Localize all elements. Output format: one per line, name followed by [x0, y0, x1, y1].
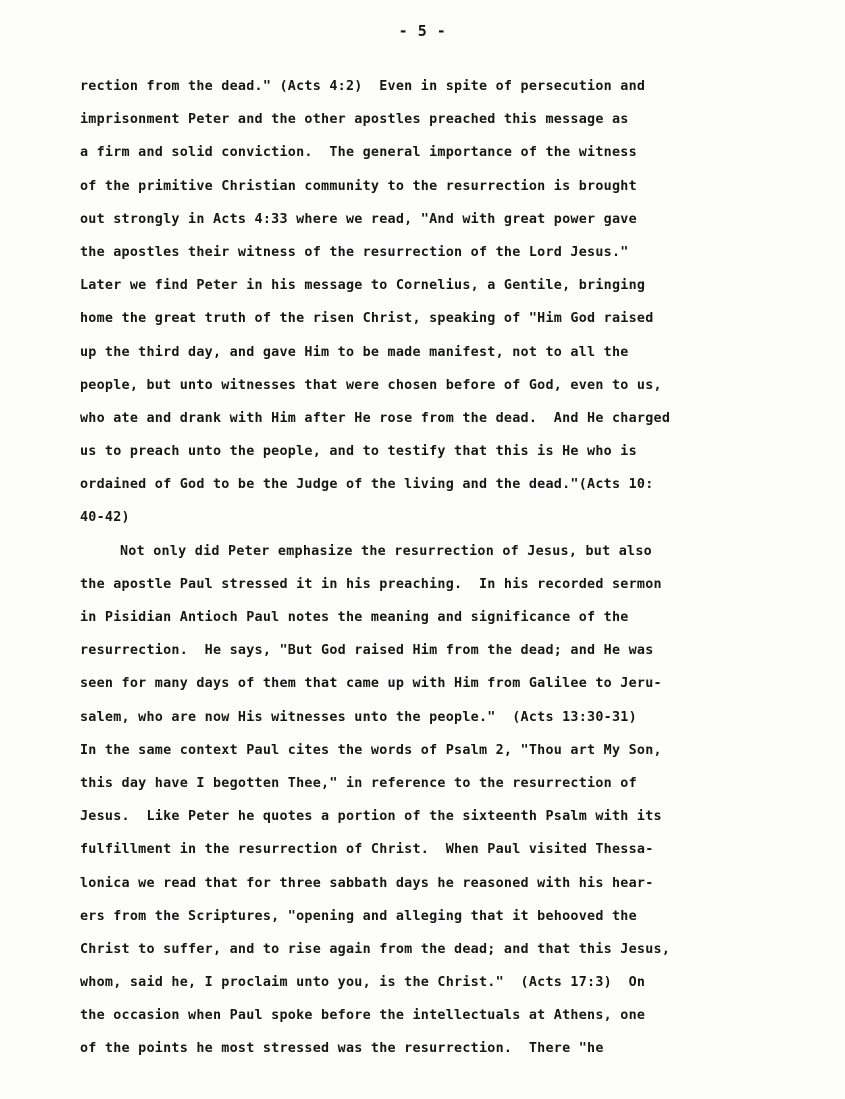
text-line: of the primitive Christian community to the resurrection is brought — [80, 178, 637, 194]
text-line: out strongly in Acts 4:33 where we read, "And with great power gave — [80, 211, 637, 227]
text-line: seen for many days of them that came up with Him from Galilee to Jeru- — [80, 676, 662, 692]
page-number: - 5 - — [398, 22, 447, 40]
text-line: people, but unto witnesses that were chosen before of God, even to us, — [80, 377, 662, 393]
text-line: Jesus. Like Peter he quotes a portion of the sixteenth Psalm with its — [80, 809, 662, 825]
text-line: resurrection. He says, "But God raised Him from the dead; and He was — [80, 643, 654, 659]
text-line: the apostle Paul stressed it in his preaching. In his recorded sermon — [80, 576, 662, 592]
text-line: in Pisidian Antioch Paul notes the meaning and significance of the — [80, 610, 629, 625]
text-line: home the great truth of the risen Christ, speaking of "Him God raised — [80, 311, 654, 327]
text-line: salem, who are now His witnesses unto the people." (Acts 13:30-31) — [80, 709, 637, 725]
text-line: a firm and solid conviction. The general importance of the witness — [80, 145, 637, 161]
text-line: who ate and drank with Him after He rose from the dead. And He charged — [80, 410, 671, 426]
text-line: ordained of God to be the Judge of the living and the dead."(Acts 10: — [80, 477, 654, 493]
text-line: this day have I begotten Thee," in reference to the resurrection of — [80, 775, 637, 791]
text-line: of the points he most stressed was the resurrection. There "he — [80, 1041, 604, 1057]
paragraph-1 — [80, 70, 840, 535]
text-line: fulfillment in the resurrection of Christ. When Paul visited Thessa- — [80, 842, 654, 858]
text-line: Later we find Peter in his message to Cornelius, a Gentile, bringing — [80, 278, 646, 294]
text-line: us to preach unto the people, and to testify that this is He who is — [80, 444, 637, 460]
body-text — [80, 70, 840, 1066]
text-line: Christ to suffer, and to rise again from the dead; and that this Jesus, — [80, 941, 671, 957]
text-line: the apostles their witness of the resurrection of the Lord Jesus." — [80, 244, 629, 260]
text-line: whom, said he, I proclaim unto you, is the Christ." (Acts 17:3) On — [80, 975, 646, 991]
paragraph-2 — [80, 535, 840, 1066]
text-line: 40-42) — [80, 510, 130, 526]
text-line: In the same context Paul cites the words of Psalm 2, "Thou art My Son, — [80, 742, 662, 758]
text-line: imprisonment Peter and the other apostles preached this message as — [80, 112, 629, 128]
text-line: Not only did Peter emphasize the resurrection of Jesus, but also — [120, 543, 652, 559]
text-line: the occasion when Paul spoke before the intellectuals at Athens, one — [80, 1008, 646, 1024]
text-line: up the third day, and gave Him to be made manifest, not to all the — [80, 344, 629, 360]
text-line: lonica we read that for three sabbath days he reasoned with his hear- — [80, 875, 654, 891]
text-line: rection from the dead." (Acts 4:2) Even in spite of persecution and — [80, 79, 646, 94]
text-line: ers from the Scriptures, "opening and alleging that it behooved the — [80, 908, 637, 924]
